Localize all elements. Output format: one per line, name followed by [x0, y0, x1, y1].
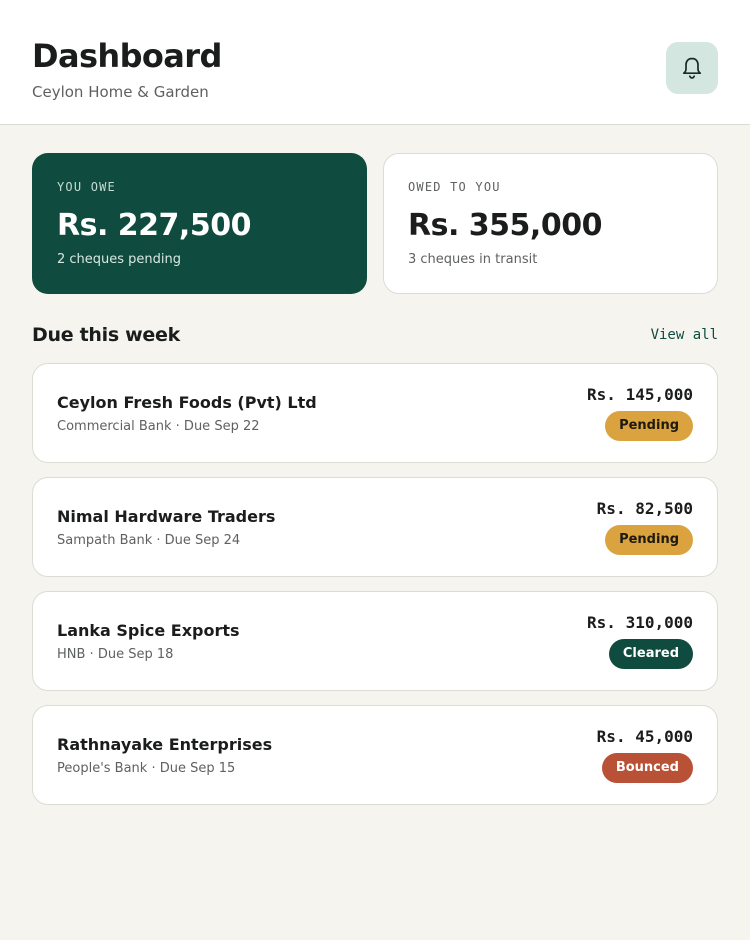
status-badge: Pending	[605, 525, 693, 555]
status-badge: Cleared	[609, 639, 693, 669]
cheque-bank-due: HNB · Due Sep 18	[57, 647, 174, 662]
you-owe-label: YOU OWE	[57, 180, 116, 194]
app-header	[0, 0, 750, 125]
payee-name: Ceylon Fresh Foods (Pvt) Ltd	[57, 393, 317, 412]
notifications-button[interactable]	[666, 42, 718, 94]
cheque-amount: Rs. 310,000	[587, 613, 693, 632]
cheque-bank-due: Sampath Bank · Due Sep 24	[57, 533, 241, 548]
status-badge: Bounced	[602, 753, 693, 783]
payee-name: Rathnayake Enterprises	[57, 735, 273, 754]
you-owe-card[interactable]	[32, 153, 367, 294]
cheque-row[interactable]	[32, 363, 718, 463]
payee-name: Nimal Hardware Traders	[57, 507, 276, 526]
cheque-row[interactable]	[32, 705, 718, 805]
cheque-amount: Rs. 145,000	[587, 385, 693, 404]
status-badge: Pending	[605, 411, 693, 441]
cheque-amount: Rs. 82,500	[596, 499, 693, 518]
cheque-list	[32, 363, 718, 819]
you-owe-amount: Rs. 227,500	[57, 208, 251, 243]
cheque-bank-due: Commercial Bank · Due Sep 22	[57, 419, 260, 434]
cheque-amount: Rs. 45,000	[596, 727, 693, 746]
cheque-row[interactable]	[32, 591, 718, 691]
owed-to-you-card[interactable]	[383, 153, 718, 294]
you-owe-note: 2 cheques pending	[57, 252, 182, 267]
bell-icon	[681, 56, 703, 80]
owed-to-you-amount: Rs. 355,000	[408, 208, 602, 243]
owed-to-you-note: 3 cheques in transit	[408, 252, 538, 267]
section-title-due-this-week: Due this week	[32, 324, 180, 346]
owed-to-you-label: OWED TO YOU	[408, 180, 501, 194]
page-title: Dashboard	[32, 37, 222, 75]
cheque-row[interactable]	[32, 477, 718, 577]
cheque-bank-due: People's Bank · Due Sep 15	[57, 761, 236, 776]
payee-name: Lanka Spice Exports	[57, 621, 240, 640]
business-name: Ceylon Home & Garden	[32, 83, 209, 101]
view-all-link[interactable]: View all	[650, 327, 718, 343]
